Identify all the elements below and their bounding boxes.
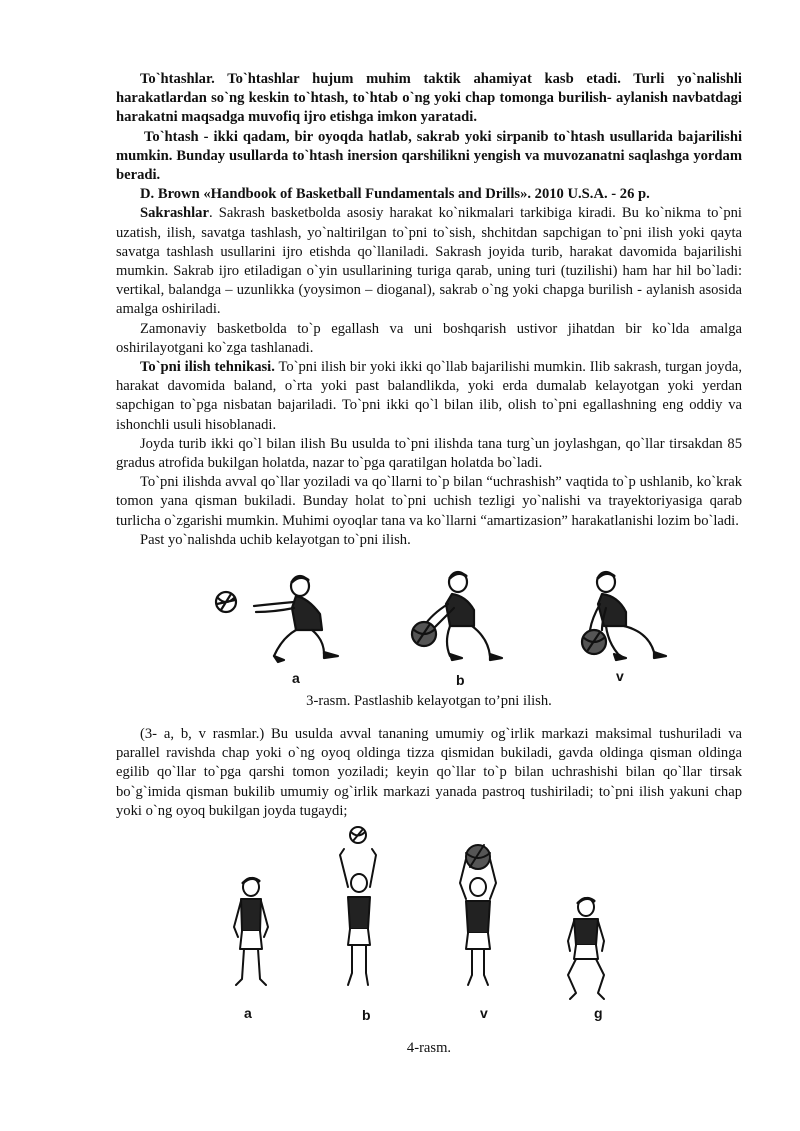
catching-title: To`pni ilish tehnikasi. [140, 359, 275, 376]
figure-4-label-a: a [244, 1005, 252, 1022]
player-v-illustration [568, 568, 688, 668]
player-4a-illustration [226, 875, 276, 995]
paragraph-catching [116, 358, 742, 435]
figure-3 [116, 568, 742, 690]
catching-text: To`pni ilish bir yoki ikki qo`llab bajarilishi mumkin. Ilib sakrash, turgan joyda, harakat davomida baland, o`rta yoki past balandlikda, yoki erda dumalab kelayotgan yoki yerdan sapchigan to`pga nisbatan bajariladi. To`pni ikki qo`l bilan ilib, olish to`pni egallashning eng oddiy va ishonchli usuli hisoblanadi. [116, 359, 743, 433]
figure-4-caption: 4-rasm. [406, 1040, 452, 1057]
player-4g-illustration [556, 895, 616, 1005]
player-4b-illustration [330, 825, 390, 995]
jumps-text: . Sakrash basketbolda asosiy harakat ko`nikmalari tarkibiga kiradi. Bu ko`nikma to`pni uzatish, ilish, savatga tashlash, yo`naltirilgan to`pni to`sish, shchitdan sapchigan to`pni ilish yoki qayta savatga tashlash usullarini ijro etishda qo`llaniladi. Sakrash joyida turib, harakat davomida bajarilishi mumkin. Sakrab ijro etiladigan o`yin usullarining turiga qarab, uning turi (tuzilishi) ham har hil bo`ladi: vertikal, balandga – uzunlikka (yoysimon – dioganal), sakrab o`ng yoki chapga burilish - aylanish asosida amalga oshiriladi. [116, 205, 742, 318]
figure-4-label-b: b [362, 1007, 371, 1024]
paragraph-stop-methods [116, 128, 742, 186]
figure-4 [116, 825, 742, 1025]
paragraph-stops [116, 70, 742, 128]
figure-4-label-v: v [480, 1005, 488, 1022]
paragraph-modern: Zamonaviy basketbolda to`p egallash va uni boshqarish ustivor jihatdan bir ko`lda amalga oshirilayotgani ko`zga tashlanadi. [116, 320, 742, 356]
figure-3-label-b: b [456, 672, 465, 689]
figure-3-label-a: a [292, 670, 300, 687]
reference-text: D. Brown «Handbook of Basketball Fundamentals and Drills». 2010 U.S.A. - 26 p. [140, 186, 650, 203]
document-page [116, 70, 742, 1058]
stops-text: To`htashlar. To`htashlar hujum muhim taktik ahamiyat kasb etadi. Turli yo`nalishli harakatlardan so`ng keskin to`htash, to`htab o`ng yoki chap tomonga burilish- aylanish navbatdagi harakatni maqsadga muvofiq ijro etishga imkon yaratadi. [116, 71, 742, 126]
figure-4-label-g: g [594, 1005, 603, 1022]
player-b-illustration [394, 568, 514, 668]
paragraph-figure3-description: (3- a, b, v rasmlar.) Bu usulda avval tananing umumiy og`irlik markazi maksimal tushuriladi va parallel ravishda chap yoki o`ng oyoq oldinga tizza qismidan bukiladi, gavda oldinga qisman oldinga egilib qo`llar to`pga qarshi tomon yoziladi; keyin qo`llar to`p bilan uchrashishi bilan qo`llar tirsak bo`g`imida qisman bukilib umumiy og`irlik markazi yanada pastroq tushiriladi; to`pni ilish yakuni chap yoki o`ng oyoq bukilgan joyda tugaydi; [116, 726, 742, 819]
paragraph-two-hands: Joyda turib ikki qo`l bilan ilish Bu usulda to`pni ilishda tana turg`un joylashgan, qo`llar tirsakdan 85 gradus atrofida bukilgan holatda, nazar to`pga qaratilgan holatda bo`ladi. [116, 435, 742, 472]
figure-3-caption: 3-rasm. Pastlashib kelayotgan to’pni ilish. [306, 693, 552, 710]
paragraph-jumps [116, 204, 742, 319]
player-a-illustration [212, 568, 362, 668]
figure-3-label-v: v [616, 668, 624, 685]
stop-methods-text: To`htash - ikki qadam, bir oyoqda hatlab, sakrab yoki sirpanib to`htash usullarida bajarilishi mumkin. Bunday usullarda to`htash inersion qarshilikni yengish va muvozanatni saqlashga yordam beradi. [116, 128, 742, 184]
paragraph-low-ball: Past yo`nalishda uchib kelayotgan to`pni ilish. [140, 531, 411, 548]
player-4v-illustration [448, 843, 508, 993]
paragraph-arms: To`pni ilishda avval qo`llar yoziladi va qo`llarni to`p bilan “uchrashish” vaqtida to`p ushlanib, ko`krak tomon yana qisman bukiladi. Bunday holat to`pni uchish tezligi yo`nalishi va trayektoriyasiga qarab turlicha o`zgarishi mumkin. Muhimi oyoqlar tana va ko`llarni “amartizasion” harakatlanishi lozim bo`ladi. [116, 474, 742, 529]
jumps-title: Sakrashlar [140, 205, 209, 222]
paragraph-reference [116, 185, 742, 204]
